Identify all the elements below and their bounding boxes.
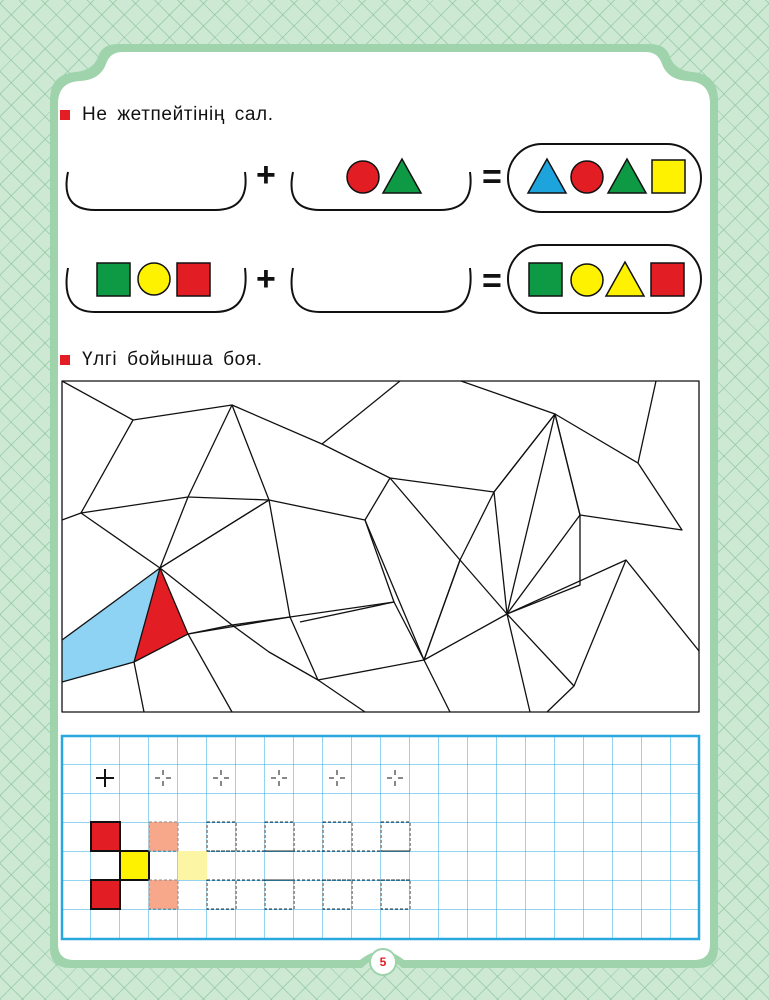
red-cell [91,822,120,851]
red-cell [91,880,120,909]
salmon-cell [149,880,178,909]
plus-sign: + [256,156,276,194]
equals-sign: = [482,158,502,196]
yellow-cell [120,851,149,880]
task1-title: Не жетпейтінің сал. [82,104,274,125]
equals-sign: = [482,262,502,300]
page-number: 5 [369,948,397,976]
plus-sign: + [256,260,276,298]
task2-title: Үлгі бойынша боя. [82,349,263,370]
pale-yellow-cell [178,851,207,880]
salmon-cell [149,822,178,851]
